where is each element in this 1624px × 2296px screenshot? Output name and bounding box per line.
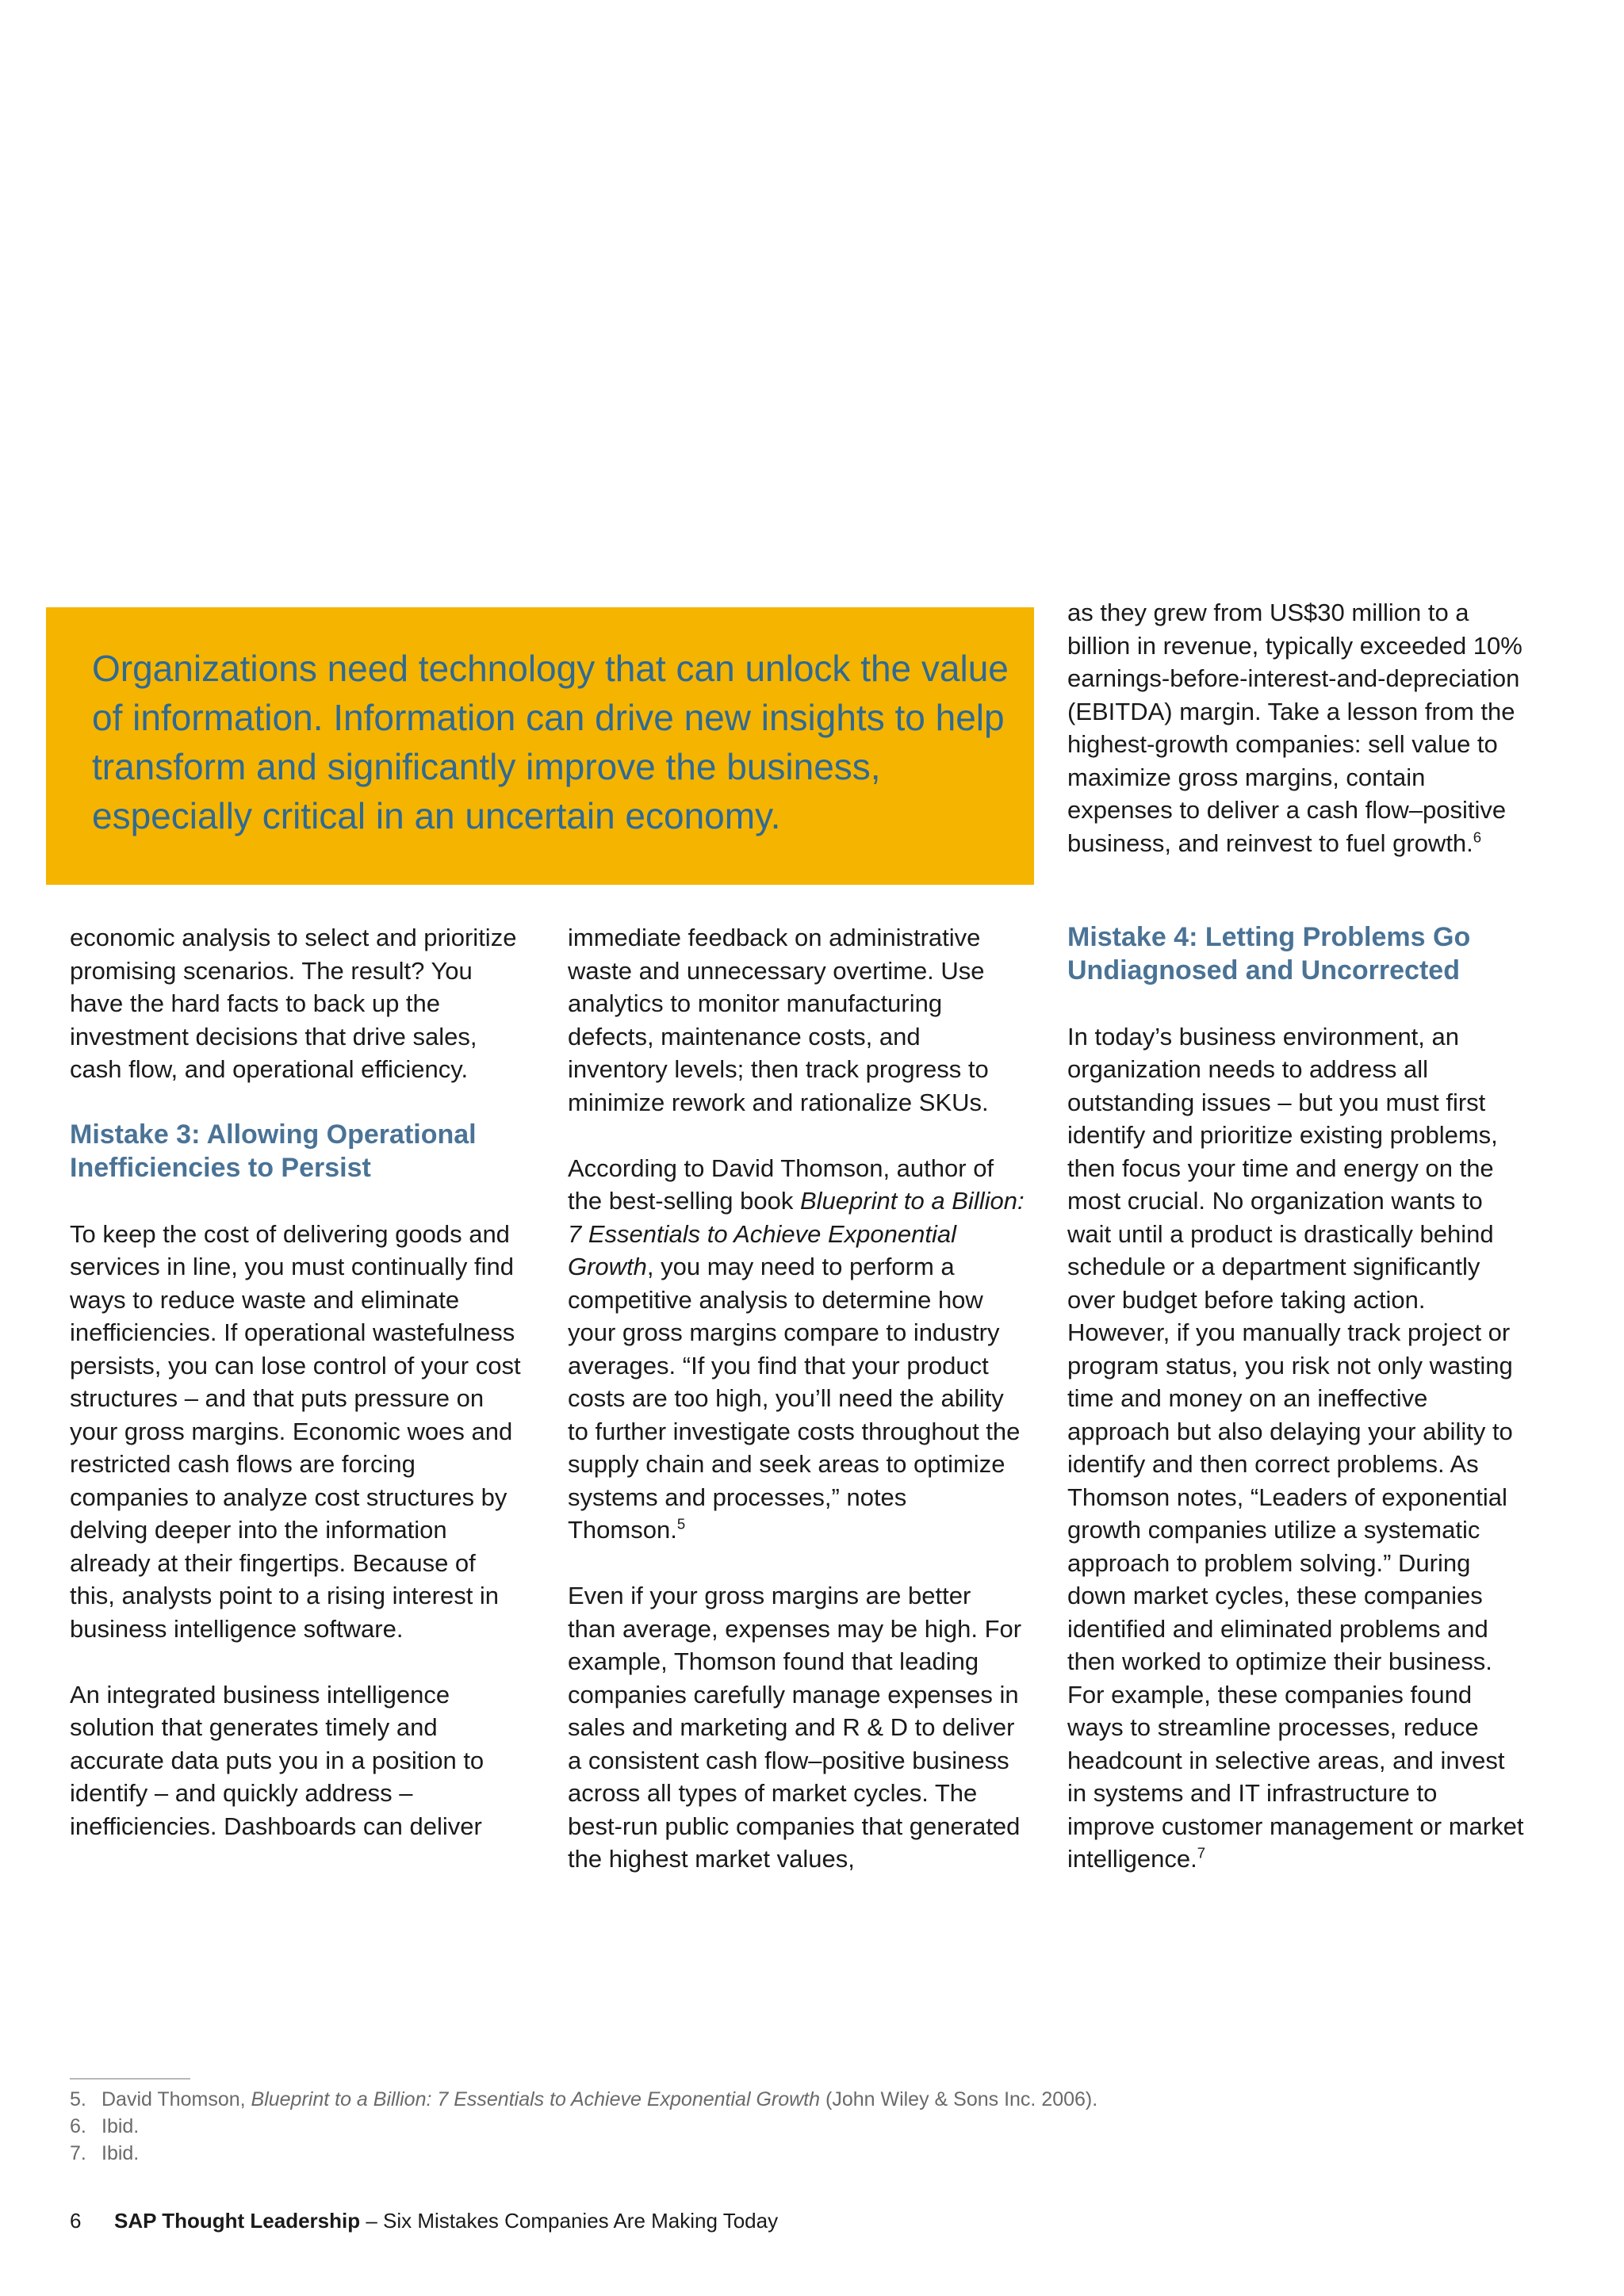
footer-brand: SAP Thought Leadership (114, 2209, 361, 2233)
column-2-paragraph-3: Even if your gross margins are better than average, expenses may be high. For example, Thomson found that leading companies carefully manage expenses in sales and marketing and R & D to deliver a consistent cash flow–positive business across all types of market cycles. The best-run public companies that generated the highest market values, (568, 1582, 1022, 1873)
footnote-ref-7: 7 (1197, 1844, 1206, 1862)
column-2-paragraph-2: According to David Thomson, author of the best-selling book Blueprint to a Billion: 7 Essentials to Achieve Exponential Growth, you may need to perform a competitive analysis to determine how your gross margins compare to industry averages. “If you find that your product costs are too high, you’ll need the ability to further investigate costs throughout the supply chain and seek areas to optimize systems and processes,” notes Thomson.$^5$ (568, 1154, 1025, 1544)
column-1 (70, 921, 527, 1843)
column-3-top (1067, 596, 1524, 859)
callout-box (46, 607, 1034, 885)
footnote-6: 6. Ibid. (70, 2115, 140, 2137)
column-1-paragraph-2: To keep the cost of delivering goods and services in line, you must continually find ways to reduce waste and eliminate inefficiencies. If operational wastefulness persists, you can lose control of your cost structures – and that puts pressure on your gross margins. Economic woes and restricted cash flows are forcing companies to analyze cost structures by delving deeper into the information already at their fingertips. Because of this, analysts point to a rising interest in business intelligence software. (70, 1219, 521, 1643)
footnote-divider (70, 2078, 190, 2080)
column-2 (568, 921, 1025, 1876)
column-2-paragraph-1: immediate feedback on administrative waste and unnecessary overtime. Use analytics to monitor manufacturing defects, maintenance costs, and inventory levels; then track progress to minimize rework and rationalize SKUs. (568, 924, 989, 1116)
footnote-5: 5. David Thomson, Blueprint to a Billion: 7 Essentials to Achieve Exponential Growth (John Wiley & Sons Inc. 2006). (70, 2088, 1098, 2110)
footnote-7: 7. Ibid. (70, 2142, 140, 2164)
footnote-ref-6: 6 (1473, 828, 1482, 846)
mistake-3-heading: Mistake 3: Allowing Operational Inefficiencies to Persist (70, 1119, 477, 1183)
footnote-ref-5: 5 (676, 1515, 686, 1533)
column-3 (1067, 921, 1524, 1876)
page-number: 6 (70, 2209, 82, 2233)
page-footer (70, 2207, 778, 2234)
column-1-paragraph-3: An integrated business intelligence solution that generates timely and accurate data puts you in a position to identify – and quickly address – inefficiencies. Dashboards can deliver (70, 1680, 485, 1840)
column-1-paragraph-1: economic analysis to select and prioritize promising scenarios. The result? You have the hard facts to back up the investment decisions that drive sales, cash flow, and operational efficiency. (70, 924, 517, 1083)
callout-quote: Organizations need technology that can unlock the value of information. Information can drive new insights to help transform and significantly improve the business, especially critical in an uncertain economy. (92, 648, 1009, 836)
book-title: Blueprint to a Billion: 7 Essentials to Achieve Exponential Growth (568, 1187, 1025, 1280)
footnotes (70, 2086, 1418, 2167)
mistake-4-heading: Mistake 4: Letting Problems Go Undiagnosed and Uncorrected (1067, 922, 1471, 985)
footer-subtitle: – Six Mistakes Companies Are Making Today (360, 2209, 779, 2233)
column-3-top-paragraph: as they grew from US$30 million to a billion in revenue, typically exceeded 10% earnings-before-interest-and-depreciation (EBITDA) margin. Take a lesson from the highest-growth companies: sell value to maximize gross margins, contain expenses to deliver a cash flow–positive business, and reinvest to fuel growth.$^6$ (1067, 599, 1522, 857)
column-3-paragraph-1: In today’s business environment, an organization needs to address all outstanding issues – but you must first identify and prioritize existing problems, then focus your time and energy on the most crucial. No organization wants to wait until a product is drastically behind schedule or a department significantly over budget before taking action. However, if you manually track project or program status, you risk not only wasting time and money on an ineffective approach but also delaying your ability to identify and then correct problems. As Thomson notes, “Leaders of exponential growth companies utilize a systematic approach to problem solving.” During down market cycles, these companies identified and eliminated problems and then worked to optimize their business. For example, these companies found ways to streamline processes, reduce headcount in selective areas, and invest in systems and IT infrastructure to improve customer management or market intelligence.$^7$ (1067, 1022, 1524, 1873)
